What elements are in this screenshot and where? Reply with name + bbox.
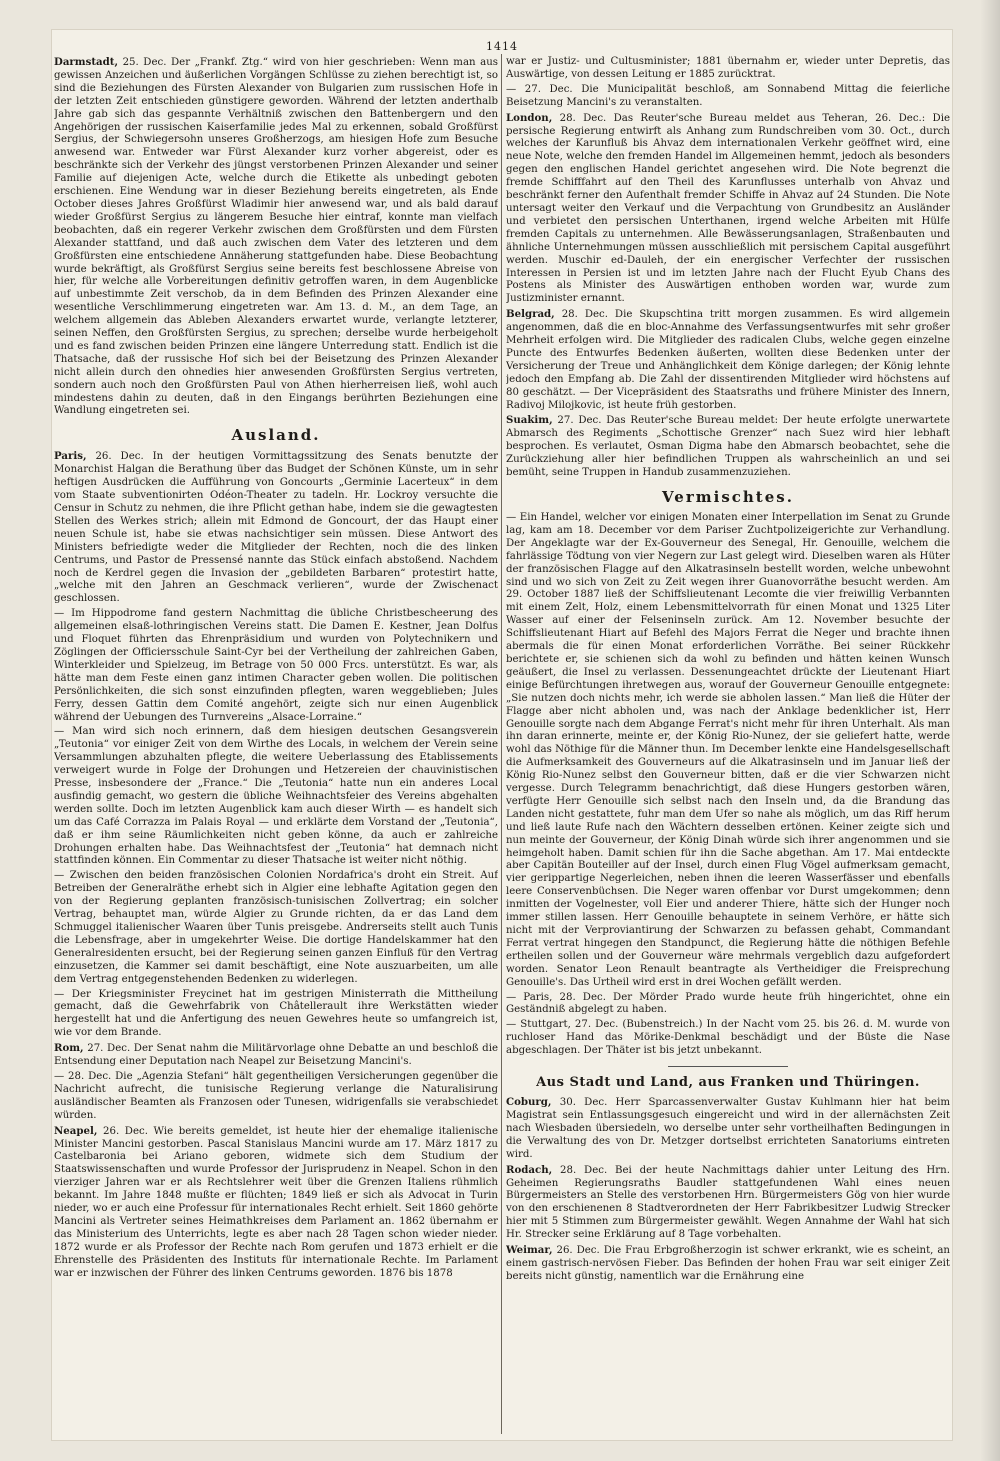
article-text: 27. Dec. Der Senat nahm die Militärvorlage ohne Debatte an und beschloß die Entsendung einer Deputation nach Neapel zur Beisetzung Mancini's. [54,1043,498,1068]
binding-shadow [980,0,1000,1461]
article-london [506,112,950,307]
article-stuttgart: — Stuttgart, 27. Dec. (Bubenstreich.) In der Nacht vom 25. bis 26. d. M. wurde von ruchloser Hand das Mörike-Denkmal beschädigt und der Büste die Nase abgeschlagen. Der Thäter ist bis jetzt unbekannt. [506,1019,950,1057]
article-handel: — Ein Handel, welcher vor einigen Monaten einer Interpellation im Senat zu Grunde lag, kam am 18. December vor dem Pariser Zuchtpolizeigerichte zur Verhandlung. Der Angeklagte war der Ex-Gouverneur des Senegal, Hr. Genouille, welchem die fahrlässige Tödtung von vier Negern zur Last gelegt wird. Dieselben waren als Hüter der französischen Flagge auf den Alkatrasinseln bestellt worden, welche unbewohnt sind und wo sich von Zeit zu Zeit wegen ihrer Guanovorräthe besucht werden. Am 29. October 1887 ließ der Schiffslieutenant Lecomte die vier freiwillig Verbannten mit einem Zelt, Holz, einem Lebensmittelvorrath für einen Monat und 1325 Liter Wasser auf einer der Felseninseln zurück. Am 12. November besuchte der Schiffslieutenant Hiart auf Befehl des Majors Ferrat die Neger und brachte ihnen abermals die für einen Monat erforderlichen Vorräthe. Bei seiner Rückkehr berichtete er, sie schienen sich da wohl zu befinden und hätten keinen Wunsch geäußert, die Insel zu verlassen. Dessenungeachtet drückte der Lieutenant Hiart einige Befürchtungen ihretwegen aus, worauf der Gouverneur Genouille entgegnete: „Sie nutzen doch nichts mehr, ich werde sie abholen lassen.“ Man ließ die Hüter der Flagge aber nicht abholen und, was nach der Anklage bedenklicher ist, Herr Genouille sorgte nach dem Abgange Ferrat's nicht mehr für ihren Unterhalt. Als man ihn daran erinnerte, meinte er, der König Rio-Nunez, der sie geliefert hatte, werde wohl das Nöthige für die Männer thun. Im December lenkte eine Handelsgesellschaft die Aufmerksamkeit des Gouverneurs auf die Alkatrasinseln und im Januar ließ der König Rio-Nunez selbst den Gouverneur bitten, daß er die vier Schwarzen nicht vergesse. Durch Telegramm benachrichtigt, daß diese Hungers gestorben wären, verfügte Herr Genouille sich selbst nach den Inseln und, da die Brandung das Landen nicht gestattete, fuhr man dem Ufer so nahe als möglich, um das Riff herum und ließ laute Rufe nach den Wächtern desselben ertönen. Keiner zeigte sich und nun meinte der Gouverneur, der König Dinah würde sich ihrer angenommen und sie heimgeholt haben. Damit schien für ihn die Sache abgethan. Am 17. Mai entdeckte aber Capitän Bouteiller auf der Insel, durch einen Flug Vögel aufmerksam gemacht, vier gerippartige Negerleichen, neben ihnen die leeren Wasserfässer und ebenfalls leere Conservenbüchsen. Die Neger waren offenbar vor Durst umgekommen; denn inmitten der Vogelnester, voll Eier und anderer Thiere, hätte sich der Hunger noch immer stillen lassen. Herr Genouille behauptete in seinem Verhöre, er hätte sich nicht mit der Verproviantirung der Schwarzen zu befassen gehabt, Commandant Ferrat vertrat hingegen den Standpunct, die Regierung hätte die nöthigen Befehle ertheilen sollen und der Gouverneur wäre mehrmals vergeblich dazu aufgefordert worden. Senator Leon Renault beantragte als Vertheidiger die Freisprechung Genouille's. Das Urtheil wird erst in drei Wochen gefällt werden. [506,512,950,988]
article-neapel-27: — 27. Dec. Die Municipalität beschloß, am Sonnabend Mittag die feierliche Beisetzung Mancini's zu veranstalten. [506,83,950,108]
left-column [54,56,498,1434]
article-colonien: — Zwischen den beiden französischen Colonien Nordafrica's droht ein Streit. Auf Betreiben der Generalräthe erhebt sich in Algier eine lebhafte Agitation gegen den von der Regierung geplanten französisch-tunisischen Zollvertrag; ein solcher Vertrag, behauptet man, würde Algier zu Grunde richten, da er das Land dem Schmuggel italienischer Waaren über Tunis preisgebe. Andrerseits stellt auch Tunis die Lebensfrage, aber in umgekehrter Weise. Die dortige Handelskammer hat den Generalresidenten ersucht, bei der Regierung seinen ganzen Einfluß für den Vertrag einzusetzen, die Kammer sei damit beschäftigt, eine Note auszuarbeiten, um alle dem Vertrag entgegenstehenden Bedenken zu widerlegen. [54,870,498,985]
dateline: Rom, [54,1042,84,1055]
dateline: Coburg, [506,1096,552,1109]
dateline: Neapel, [54,1124,98,1137]
article-text: 28. Dec. Das Reuter'sche Bureau meldet aus Teheran, 26. Dec.: Die persische Regierung entwirft als Anhang zum Rundschreiben vom 30. Oct., durch welches der Karunfluß bis Ahvaz dem internationalen Verkehr geöffnet wird, eine neue Note, welche den fremden Handel im Allgemeinen hemmt, jedoch als besonders gegen den englischen Handel gerichtet angesehen wird. Die Note begrenzt die fremde Schifffahrt auf den Theil des Karunflusses unterhalb von Ahvaz und beschränkt ferner den Aufenthalt fremder Schiffe in Ahvaz auf 24 Stunden. Die Note untersagt weiter den Verkauf und die Verpachtung von Grundbesitz an Ausländer und verbietet den persischen Unterthanen, irgend welche Arbeiten mit Hülfe fremden Capitals zu unternehmen. Alle Bewässerungsanlagen, Straßenbauten und ähnliche Unternehmungen müssen ausschließlich mit persischem Capital ausgeführt werden. Muschir ed-Dauleh, der ein energischer Verfechter der russischen Interessen in Persien ist und im letzten Jahre nach der Flucht Eyub Chans des Postens als Minister des Auswärtigen enthoben worden war, wurde zum Justizminister ernannt. [506,112,950,305]
dateline: Darmstadt, [54,56,119,68]
article-weimar [506,1244,950,1284]
dateline: Suakim, [506,414,553,427]
article-text: 30. Dec. Herr Sparcassenverwalter Gustav Kuhlmann hier hat beim Magistrat sein Entlassungsgesuch eingereicht und wird in der allernächsten Zeit nach Wiesbaden übersiedeln, wo derselbe unter sehr vortheilhaften Bedingungen in die Verwaltung des von Dr. Metzger dortselbst errichteten Sanatoriums eintreten wird. [506,1097,950,1160]
newspaper-page [52,30,952,1440]
article-rodach [506,1164,950,1242]
article-rom [54,1042,498,1069]
right-column [506,56,950,1434]
article-text: 26. Dec. Die Frau Erbgroßherzogin ist schwer erkrankt, wie es scheint, an einem gastrisch-nervösen Fieber. Das Befinden der hohen Frau war seit einiger Zeit bereits nicht günstig, namentlich war die Ernährung eine [506,1245,950,1282]
article-prado: — Paris, 28. Dec. Der Mörder Prado wurde heute früh hingerichtet, ohne ein Geständniß abgelegt zu haben. [506,991,950,1016]
article-text: 27. Dec. Das Reuter'sche Bureau meldet: Der heute erfolgte unerwartete Abmarsch des Regiments „Schottische Grenzer“ nach Suez wird hier lebhaft besprochen. Es verlautet, Osman Digma habe den Abmarsch beobachtet, sehe die Zurückziehung aller hier befindlichen Truppen als wahrscheinlich an und sei bemüht, seine Truppen in Handub zusammenzuziehen. [506,415,950,479]
section-heading-ausland: Ausland. [231,426,321,445]
article-neapel [54,1125,498,1281]
section-heading-stadt-und-land: Aus Stadt und Land, aus Franken und Thüringen. [536,1075,920,1091]
column-rule [501,54,502,1434]
article-paris [54,450,498,606]
article-belgrad [506,308,950,412]
article-text: 28. Dec. Bei der heute Nachmittags dahier unter Leitung des Hrn. Geheimen Regierungsraths Baudler stattgefundenen Wahl eines neuen Bürgermeisters an Stelle des verstorbenen Hrn. Bürgermeisters Gög von hier wurde von den erschienenen 8 Stadtverordneten der Herr Fabrikbesitzer Ludwig Strecker hier mit 5 Stimmen zum Bürgermeister gewählt. Wegen Annahme der Wahl hat sich Hr. Strecker seine Erklärung auf 8 Tage vorbehalten. [506,1164,950,1241]
dateline: Belgrad, [506,308,555,321]
article-teutonia: — Man wird sich noch erinnern, daß dem hiesigen deutschen Gesangsverein „Teutonia“ vor einiger Zeit von dem Wirthe des Locals, in welchem der Verein seine Versammlungen abzuhalten pflegte, die weitere Ueberlassung des Etablissements verweigert wurde in Folge der Drohungen und Hetzereien der chauvinistischen Presse, insbesondere der „France.“ Die „Teutonia“ hatte nun ein anderes Local ausfindig gemacht, wo gestern die übliche Weihnachtsfeier des Vereins abgehalten werden sollte. Doch im letzten Augenblick kam auch dieser Wirth — es handelt sich um das Café Corrazza im Palais Royal — und erklärte dem Vorstand der „Teutonia“, daß er ihm seine Räumlichkeiten nicht geben könne, da auch er zahlreiche Drohungen erhalten habe. Das Weihnachtsfest der „Teutonia“ hat demnach nicht stattfinden können. Ein Commentar zu dieser Thatsache ist weiter nicht nöthig. [54,726,498,867]
page-number: 1414 [486,40,518,53]
article-rom-28: — 28. Dec. Die „Agenzia Stefani“ hält gegentheiligen Versicherungen gegenüber die Nachricht aufrecht, die tunisische Regierung verlange die Naturalisirung ausländischer Beamten als Franzosen oder Tunesen, widrigenfalls sie verabschiedet würden. [54,1070,498,1121]
article-darmstadt [54,56,498,418]
article-coburg [506,1096,950,1162]
dateline: Paris, [54,450,87,463]
article-text: 25. Dec. Der „Frankf. Ztg.“ wird von hier geschrieben: Wenn man aus gewissen Anzeichen und äußerlichen Vorgängen Schlüsse zu ziehen berechtigt ist, so sind die Beziehungen des Fürsten Alexander von Bulgarien zum russischen Hofe in der letzten Zeit entschieden günstigere geworden. Während der letzten anderthalb Jahre gab sich das gespannte Verhältniß zwischen den Battenbergern und den Angehörigen der russischen Kaiserfamilie jedes Mal zu erkennen, sobald Großfürst Sergius, der Schwiegersohn unseres Großherzogs, am hiesigen Hofe zum Besuche anwesend war. Entweder war Fürst Alexander kurz vorher abgereist, oder es beschränkte sich der Verkehr des jüngst verstorbenen Prinzen Alexander und seiner Familie auf diejenigen Acte, welche durch die Etikette als unbedingt geboten erschienen. Eine Wendung war in dieser Beziehung bereits eingetreten, als Ende October dieses Jahres Großfürst Wladimir hier anwesend war, und als bald darauf wieder Großfürst Sergius zu längerem Besuche hier eintraf, konnte man vielfach beobachten, daß ein regerer Verkehr zwischen dem Großfürsten und dem Fürsten Alexander stattfand, und daß auch zwischen dem Vater des letzteren und dem Großfürsten eine entschiedene Annäherung stattgefunden habe. Diese Beobachtung wurde bekräftigt, als Großfürst Sergius seine bereits fest beschlossene Abreise von hier, für welche alle Vorbereitungen definitiv getroffen waren, in dem Augenblicke auf unbestimmte Zeit verschob, da in dem Befinden des Prinzen Alexander eine wesentliche Verschlimmerung eingetreten war. Am 13. d. M., an dem Tage, an welchem allgemein das Ableben Alexanders erwartet wurde, verlangte letzterer, seinen Neffen, den Großfürsten Sergius, zu sprechen; derselbe wurde herbeigeholt und es fand zwischen beiden Prinzen eine längere Unterredung statt. Endlich ist die Thatsache, daß der russische Hof sich bei der Beisetzung des Prinzen Alexander nicht allein durch den ohnedies hier anwesenden Großfürsten Sergius vertreten, sondern auch noch den Großfürsten Paul von Athen hierherreisen ließ, wohl auch mindestens dahin zu deuten, daß in den Eingangs berührten Beziehungen eine Wandlung eingetreten sei. [54,57,498,417]
section-heading-vermischtes: Vermischtes. [662,488,794,506]
dateline: Rodach, [506,1163,553,1176]
article-text: 26. Dec. In der heutigen Vormittagssitzung des Senats benutzte der Monarchist Halgan die Berathung über das Budget der Schönen Künste, um in sehr heftigen Ausdrücken die Aufführung von Goncourts „Germinie Lacerteux“ in dem vom Staate subventionirten Odéon-Theater zu tadeln. Hr. Lockroy versuchte die Censur in Schutz zu nehmen, die ihre Pflicht gethan habe, indem sie die gewagtesten Stellen des Werkes strich; allein mit Edmond de Goncourt, der das Haupt einer neuen Schule ist, habe sie etwas nachsichtiger sein müssen. Diese Antwort des Ministers befriedigte weder die Mitglieder der Rechten, noch die des linken Centrums, und Pastor de Pressensé nannte das Stück einfach abstoßend. Nachdem noch de Kerdrel gegen die Invasion der „gebildeten Barbaren“ protestirt hatte, „welche mit den Jahren an Geschmack verlieren“, wurde der Zwischenact geschlossen. [54,451,498,605]
article-text: 28. Dec. Die Skupschtina tritt morgen zusammen. Es wird allgemein angenommen, daß die en bloc-Annahme des Verfassungsentwurfes mit sehr großer Mehrheit erfolgen wird. Die Mitglieder des radicalen Clubs, welche gegen einzelne Puncte des Entwurfes Bedenken äußerten, wollten diese Bedenken unter der Versicherung der Treue und Anhänglichkeit dem Könige darlegen; der König lehnte jedoch den Empfang ab. Die Zahl der dissentirenden Mitglieder wird höchstens auf 80 geschätzt. — Der Vicepräsident des Staatsraths und frühere Minister des Innern, Radivoj Milojkovic, ist heute früh gestorben. [506,309,950,411]
article-neapel-continued: war er Justiz- und Cultusminister; 1881 übernahm er, wieder unter Depretis, das Auswärtige, von dessen Leitung er 1885 zurücktrat. [506,56,950,80]
article-text: 26. Dec. Wie bereits gemeldet, ist heute hier der ehemalige italienische Minister Mancini gestorben. Pascal Stanislaus Mancini wurde am 17. März 1817 zu Castelbaronia bei Ariano geboren, widmete sich dem Studium der Staatswissenschaften und wurde Professor der Jurisprudenz in Neapel. Schon in den vierziger Jahren war er als Rechtslehrer weit über die Grenzen Italiens rühmlich bekannt. Im Jahre 1848 mußte er flüchten; 1849 ließ er sich als Advocat in Turin nieder, wo er auch eine Professur für internationales Recht erhielt. Seit 1860 gehörte Mancini als Vertreter seines Heimathkreises dem Parlament an. 1862 übernahm er das Ministerium des Unterrichts, legte es aber nach 28 Tagen schon wieder nieder. 1872 wurde er als Professor der Rechte nach Rom gerufen und 1873 erhielt er die Ehrenstelle des Präsidenten des Instituts für internationale Rechte. Im Parlament war er inzwischen der Führer des linken Centrums geworden. 1876 bis 1878 [54,1125,498,1279]
dateline: London, [506,111,553,124]
article-suakim [506,414,950,480]
section-divider [668,1066,788,1067]
article-hippodrome: — Im Hippodrome fand gestern Nachmittag die übliche Christbescheerung des allgemeinen elsaß-lothringischen Vereins statt. Die Damen E. Kestner, Jean Dolfus und Floquet führten das Ehrenpräsidium und wurden von Polytechnikern und Zöglingen der Officiersschule Saint-Cyr bei der Vertheilung der zahlreichen Gaben, Winterkleider und Spielzeug, im Betrage von 50 000 Frcs. unterstützt. Es war, als hätte man dem Feste einen ganz intimen Character geben wollen. Die politischen Persönlichkeiten, die sich sonst einzufinden pflegten, waren weggeblieben; Jules Ferry, dessen Gattin dem Comité angehört, zeigte sich nur einen Augenblick während der Uebungen des Turnvereins „Alsace-Lorraine.“ [54,608,498,723]
article-freycinet: — Der Kriegsminister Freycinet hat im gestrigen Ministerrath die Mittheilung gemacht, daß die Gewehrfabrik von Châtellerault ihre Werkstätten wieder hergestellt hat und die Anfertigung des neuen Gewehres heute so umfangreich ist, wie vor dem Brande. [54,988,498,1039]
dateline: Weimar, [506,1244,553,1257]
